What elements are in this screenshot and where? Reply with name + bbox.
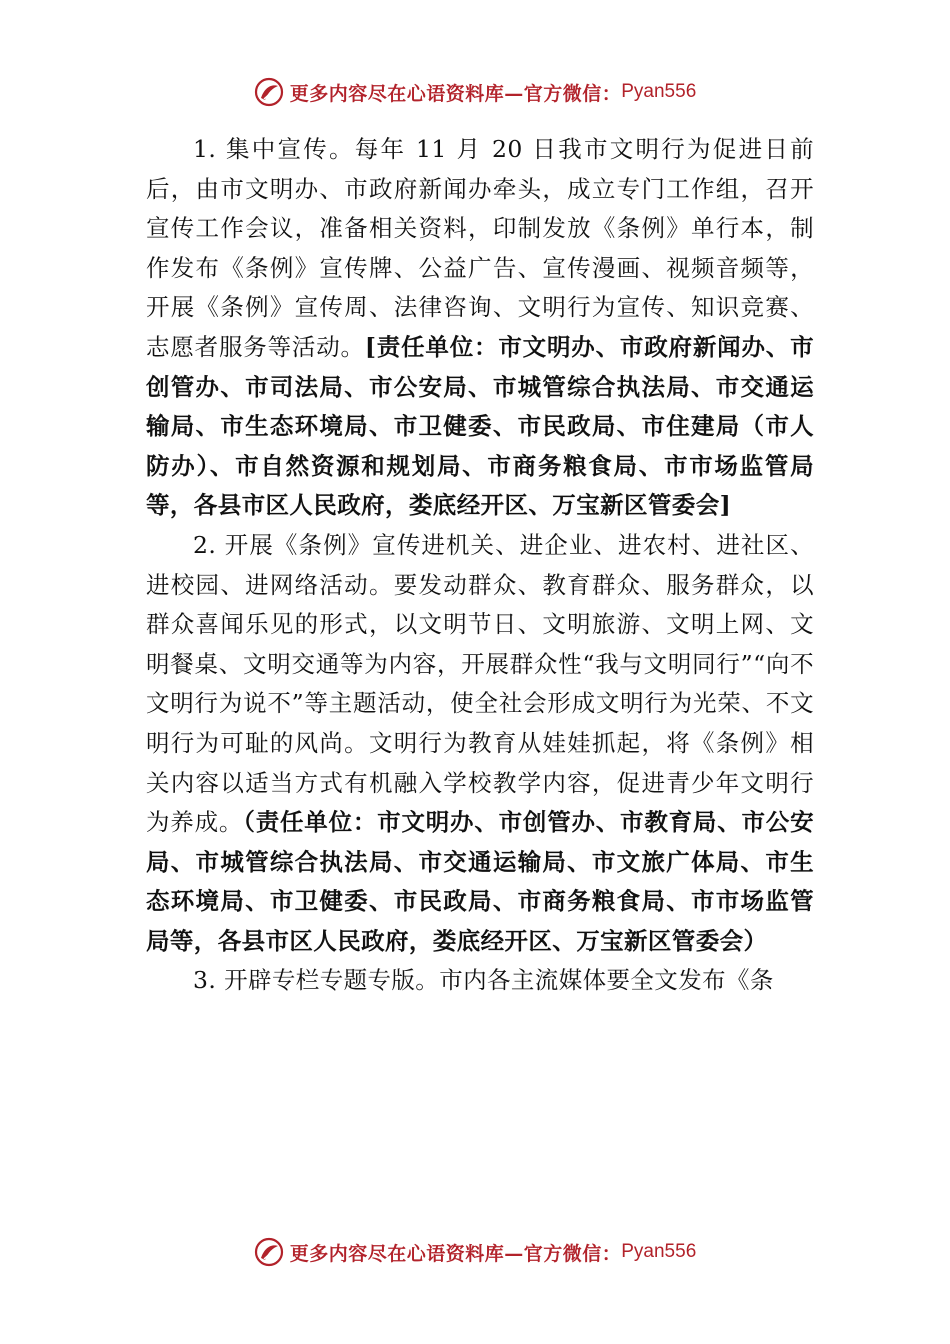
- logo-icon: [254, 77, 284, 107]
- paragraph-2: [146, 526, 814, 962]
- paragraph-2-body: 2. 开展《条例》宣传进机关、进企业、进农村、进社区、进校园、进网络活动。要发动群众、教育群众、服务群众，以群众喜闻乐见的形式，以文明节日、文明旅游、文明上网、文明餐桌、文明交通等为内容，开展群众性“我与文明同行”“向不文明行为说不”等主题活动，使全社会形成文明行为光荣、不文明行为可耻的风尚。文明行为教育从娃娃抓起，将《条例》相关内容以适当方式有机融入学校教学内容，促进青少年文明行为养成。: [146, 530, 814, 837]
- paragraph-1-responsible-units: [责任单位：市文明办、市政府新闻办、市创管办、市司法局、市公安局、市城管综合执法局、市交通运输局、市生态环境局、市卫健委、市民政局、市住建局（市人防办）、市自然资源和规划局、市商务粮食局、市市场监管局等，各县市区人民政府，娄底经开区、万宝新区管委会]: [146, 332, 814, 520]
- header-banner: [0, 72, 950, 112]
- paragraph-2-responsible-units: （责任单位：市文明办、市创管办、市教育局、市公安局、市城管综合执法局、市交通运输局、市文旅广体局、市生态环境局、市卫健委、市民政局、市商务粮食局、市市场监管局等，各县市区人民政府，娄底经开区、万宝新区管委会）: [146, 808, 814, 955]
- wechat-id: Pyan556: [621, 1241, 697, 1262]
- paragraph-1-body: 1. 集中宣传。每年 11 月 20 日我市文明行为促进日前后，由市文明办、市政府新闻办牵头，成立专门工作组，召开宣传工作会议，准备相关资料，印制发放《条例》单行本，制作发布《条例》宣传牌、公益广告、宣传漫画、视频音频等，开展《条例》宣传周、法律咨询、文明行为宣传、知识竞赛、志愿者服务等活动。: [146, 135, 814, 361]
- wechat-id: Pyan556: [621, 81, 697, 102]
- logo-icon: [254, 1237, 284, 1267]
- banner-text: 更多内容尽在心语资料库—官方微信：: [289, 1242, 622, 1265]
- document-body: [146, 130, 814, 1001]
- footer-banner: [0, 1232, 950, 1272]
- paragraph-1: [146, 130, 814, 526]
- paragraph-3-body: 3. 开辟专栏专题专版。市内各主流媒体要全文发布《条: [193, 966, 774, 995]
- paragraph-3: [146, 961, 814, 1001]
- banner-text: 更多内容尽在心语资料库—官方微信：: [289, 82, 622, 105]
